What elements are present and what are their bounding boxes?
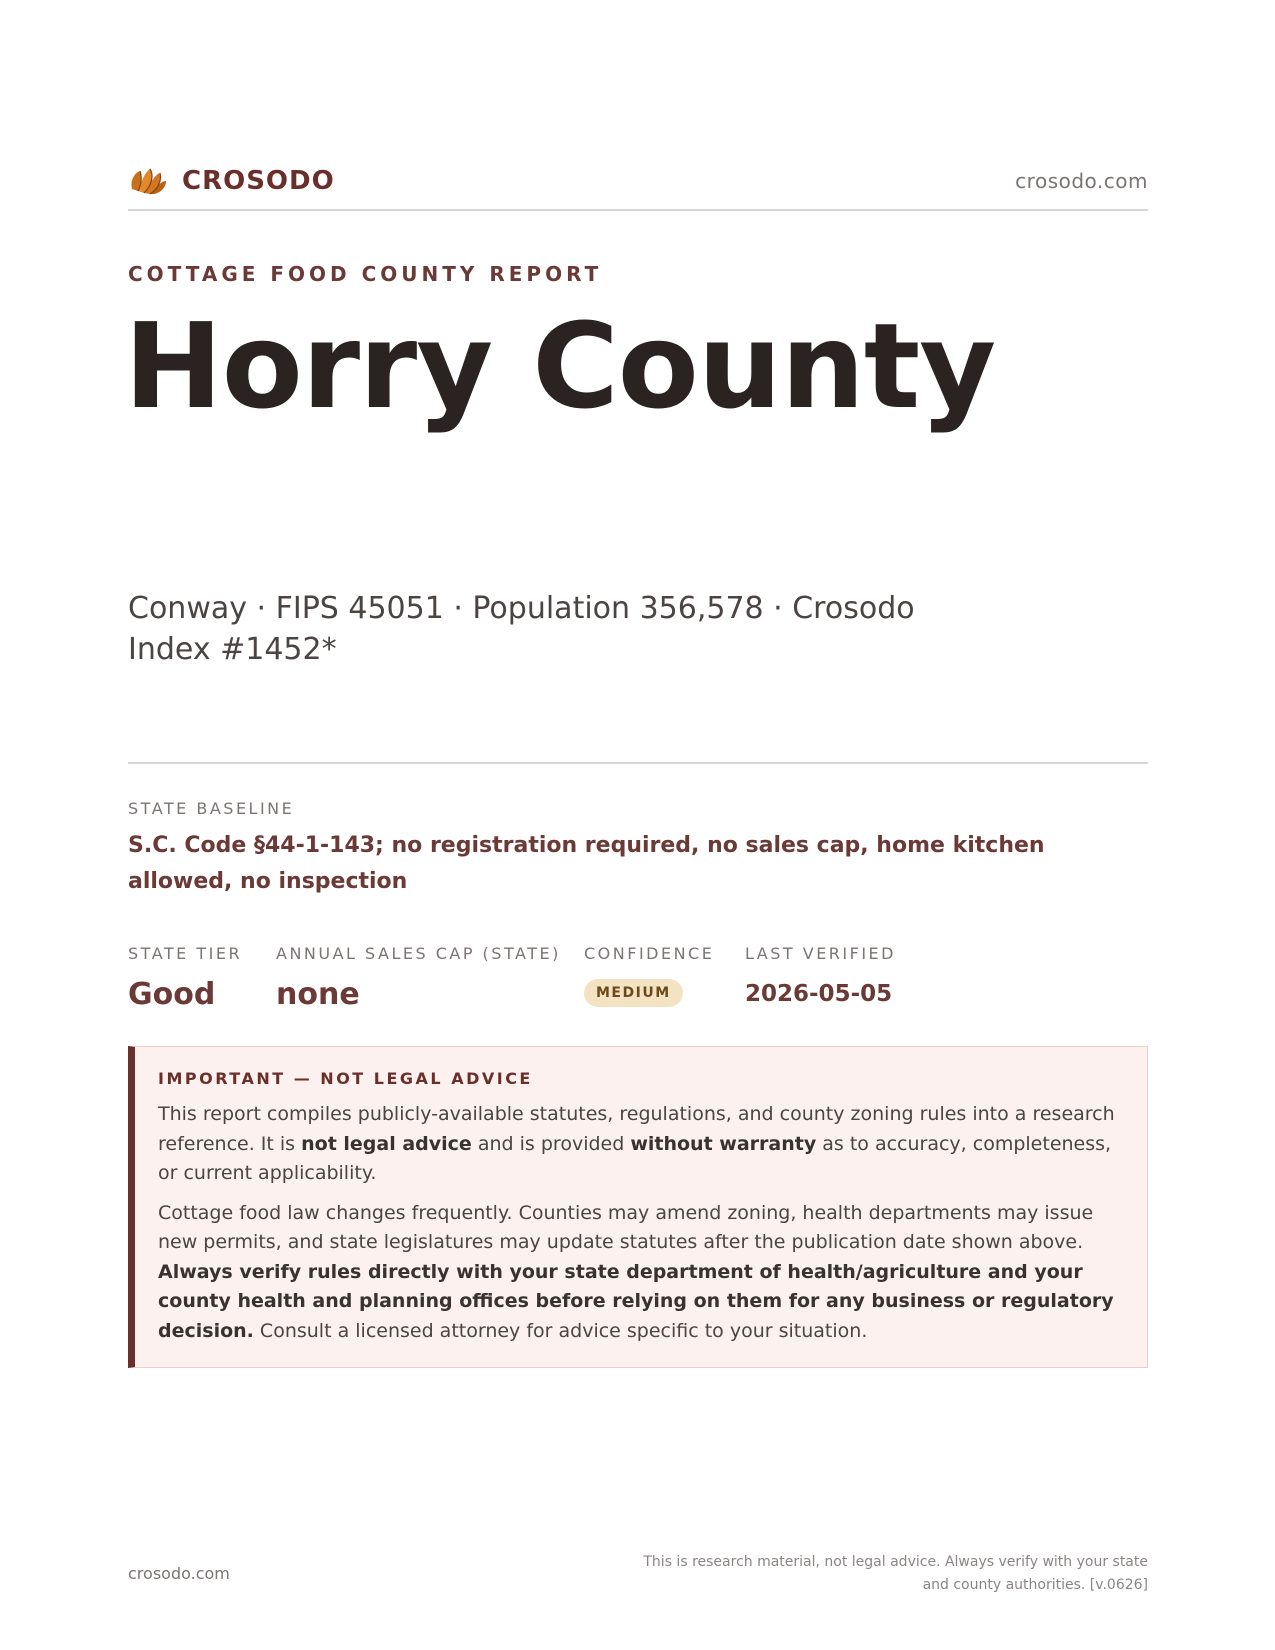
sales-cap-label: ANNUAL SALES CAP (STATE) xyxy=(276,944,561,963)
footer-disclaimer: This is research material, not legal advice. Always verify with your state and county authorities. [v.0626] xyxy=(643,1554,1148,1593)
state-baseline-section xyxy=(128,799,1148,900)
footer-site-url[interactable]: crosodo.com xyxy=(128,1564,230,1583)
site-url-link[interactable]: crosodo.com xyxy=(1015,169,1148,193)
notice-title: IMPORTANT — NOT LEGAL ADVICE xyxy=(158,1069,533,1088)
state-baseline-text: S.C. Code §44-1-143; no registration required, no sales cap, home kitchen allowed, no inspection xyxy=(128,833,1045,894)
county-subtitle: Conway · FIPS 45051 · Population 356,578 · Crosodo Index #1452* xyxy=(128,591,915,667)
notice-p1-bold-a: not legal advice xyxy=(301,1132,472,1155)
stat-last-verified xyxy=(745,944,896,1007)
notice-p2-text-b: Consult a licensed attorney for advice specific to your situation. xyxy=(253,1319,868,1342)
notice-p1-text-c: as to accuracy, completeness, or current applicability. xyxy=(158,1132,1112,1184)
page-header xyxy=(128,158,1148,204)
state-baseline-label: STATE BASELINE xyxy=(128,799,295,818)
last-verified-label: LAST VERIFIED xyxy=(745,944,896,963)
sales-cap-value: none xyxy=(276,977,360,1012)
notice-p2-text-a: Cottage food law changes frequently. Counties may amend zoning, health departments may issue new permits, and state legislatures may update statutes after the publication date shown above. xyxy=(158,1201,1094,1253)
notice-p2-bold: Always verify rules directly with your state department of health/agriculture and your county health and planning offices before relying on them for any business or regulatory decision. xyxy=(158,1260,1114,1342)
notice-paragraph-1 xyxy=(158,1100,1123,1189)
brand-name: CROSODO xyxy=(182,166,335,196)
confidence-badge: MEDIUM xyxy=(584,979,683,1007)
confidence-label: CONFIDENCE xyxy=(584,944,715,963)
header-divider xyxy=(128,209,1148,211)
notice-p1-text-b: and is provided xyxy=(471,1132,631,1155)
report-eyebrow: COTTAGE FOOD COUNTY REPORT xyxy=(128,262,603,286)
last-verified-value: 2026-05-05 xyxy=(745,981,893,1007)
state-tier-label: STATE TIER xyxy=(128,944,243,963)
stat-confidence xyxy=(584,944,714,1007)
legal-notice xyxy=(128,1046,1148,1368)
notice-p1-bold-b: without warranty xyxy=(630,1132,817,1155)
notice-p1-text-a: This report compiles publicly-available statutes, regulations, and county zoning rules into a research reference. It is xyxy=(158,1103,1115,1155)
stat-state-tier xyxy=(128,944,242,1012)
state-tier-value: Good xyxy=(128,977,216,1012)
section-divider xyxy=(128,762,1148,764)
stat-sales-cap xyxy=(276,944,561,1012)
brand[interactable] xyxy=(128,161,335,201)
page-title: Horry County xyxy=(124,297,996,435)
croissant-icon xyxy=(128,161,170,201)
notice-paragraph-2 xyxy=(158,1199,1123,1347)
report-page xyxy=(124,0,1148,1650)
